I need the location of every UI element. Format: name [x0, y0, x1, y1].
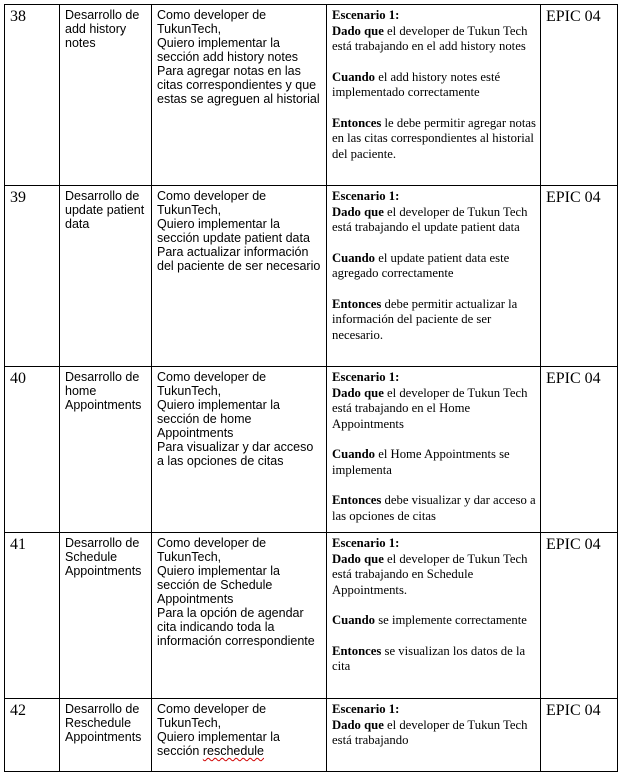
when-keyword: Cuando [332, 69, 376, 84]
story-benefit: Para actualizar información del paciente de ser necesario [157, 245, 321, 273]
story-description [152, 533, 327, 699]
story-goal: Quiero implementar la sección update patient data [157, 217, 310, 245]
scenario-label: Escenario 1: [332, 370, 400, 384]
story-title: Desarrollo de update patient data [60, 186, 152, 367]
story-title: Desarrollo de add history notes [60, 5, 152, 186]
table-row [5, 699, 618, 772]
story-section-prefix: sección [157, 744, 203, 758]
then-keyword: Entonces [332, 643, 382, 658]
when-text: el update patient data este agregado correctamente [332, 250, 510, 280]
story-id: 42 [5, 699, 60, 772]
when-text: el Home Appointments se implementa [332, 447, 510, 477]
story-id: 39 [5, 186, 60, 367]
story-role: Como developer de TukunTech, [157, 8, 267, 36]
story-title: Desarrollo de Schedule Appointments [60, 533, 152, 699]
given-keyword: Dado que [332, 551, 384, 566]
story-role: Como developer de TukunTech, [157, 189, 267, 217]
when-keyword: Cuando [332, 447, 376, 461]
when-text: el add history notes esté implementado correctamente [332, 69, 501, 99]
then-text: le debe permitir agregar notas en las citas correspondientes al historial del paciente. [332, 115, 536, 161]
then-text: debe permitir actualizar la información del paciente de ser necesario. [332, 296, 518, 342]
table-row [5, 186, 618, 367]
given-text: el developer de Tukun Tech está trabajando [332, 717, 528, 747]
given-text: el developer de Tukun Tech está trabajando en el add history notes [332, 23, 528, 53]
story-title: Desarrollo de home Appointments [60, 367, 152, 533]
given-keyword: Dado que [332, 717, 384, 732]
then-keyword: Entonces [332, 115, 382, 130]
table-row [5, 367, 618, 533]
given-text: el developer de Tukun Tech está trabajando en el Home Appointments [332, 385, 528, 431]
epic-label: EPIC 04 [541, 367, 618, 533]
story-description [152, 699, 327, 772]
story-description [152, 5, 327, 186]
spellcheck-underlined-word: reschedule [202, 744, 265, 758]
when-text: se implemente correctamente [375, 613, 527, 627]
when-keyword: Cuando [332, 250, 376, 265]
story-goal: Quiero implementar la sección de home Appointments [157, 398, 280, 440]
given-keyword: Dado que [332, 23, 384, 38]
epic-label: EPIC 04 [541, 186, 618, 367]
then-text: se visualizan los datos de la cita [332, 643, 526, 673]
then-keyword: Entonces [332, 296, 382, 311]
story-id: 41 [5, 533, 60, 699]
story-benefit: Para la opción de agendar cita indicando toda la información correspondiente [157, 606, 315, 648]
story-description [152, 367, 327, 533]
story-description [152, 186, 327, 367]
then-text: debe visualizar y dar acceso a las opciones de citas [332, 493, 536, 523]
acceptance-criteria [327, 367, 541, 533]
acceptance-criteria [327, 699, 541, 772]
story-goal: Quiero implementar la [157, 730, 280, 744]
story-benefit: Para agregar notas en las citas correspondientes y que estas se agreguen al historial [157, 64, 320, 106]
story-goal: Quiero implementar la sección de Schedule Appointments [157, 564, 280, 606]
acceptance-criteria [327, 533, 541, 699]
then-keyword: Entonces [332, 493, 382, 507]
given-keyword: Dado que [332, 204, 384, 219]
acceptance-criteria [327, 186, 541, 367]
story-title: Desarrollo de Reschedule Appointments [60, 699, 152, 772]
story-role: Como developer de TukunTech, [157, 370, 267, 398]
given-text: el developer de Tukun Tech está trabajando el update patient data [332, 204, 528, 234]
story-id: 40 [5, 367, 60, 533]
user-stories-table [4, 4, 618, 772]
story-id: 38 [5, 5, 60, 186]
epic-label: EPIC 04 [541, 5, 618, 186]
given-text: el developer de Tukun Tech está trabajando en Schedule Appointments. [332, 551, 528, 597]
story-benefit: Para visualizar y dar acceso a las opciones de citas [157, 440, 314, 468]
table-row [5, 5, 618, 186]
table-row [5, 533, 618, 699]
story-role: Como developer de TukunTech, [157, 536, 267, 564]
epic-label: EPIC 04 [541, 699, 618, 772]
acceptance-criteria [327, 5, 541, 186]
scenario-label: Escenario 1: [332, 702, 400, 716]
when-keyword: Cuando [332, 613, 376, 627]
story-role: Como developer de TukunTech, [157, 702, 267, 730]
epic-label: EPIC 04 [541, 533, 618, 699]
story-goal: Quiero implementar la sección add history notes [157, 36, 299, 64]
scenario-label: Escenario 1: [332, 8, 400, 22]
given-keyword: Dado que [332, 385, 384, 400]
scenario-label: Escenario 1: [332, 189, 400, 203]
scenario-label: Escenario 1: [332, 536, 400, 550]
